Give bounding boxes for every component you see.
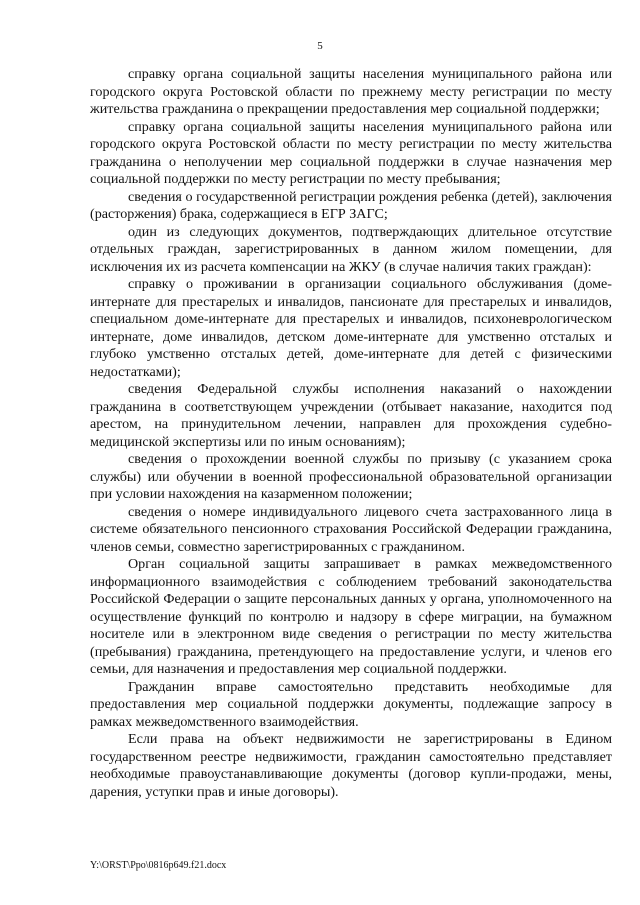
page-number: 5 (317, 40, 323, 52)
paragraph-2: справку органа социальной защиты населения муниципального района или городского округа Ростовской области по месту регистрации по месту жительства гражданина о неполучении мер социальной поддержки в случае назначения мер социальной поддержки по месту регистрации по месту пребывания; (90, 118, 612, 187)
paragraph-1: справку органа социальной защиты населения муниципального района или городского округа Ростовской области по прежнему месту регистрации по месту жительства гражданина о прекращении предоставления мер социальной поддержки; (90, 66, 612, 117)
paragraph-5: справку о проживании в организации социального обслуживания (доме-интернате для престарелых и инвалидов, пансионате для престарелых и инвалидов, специальном доме-интернате для престарелых и инвалидов, психоневрологическом интернате, доме инвалидов, детском доме-интернате для умственно отсталых и глубоко умственно отсталых детей, доме-интернате для детей с физическими недостатками); (90, 276, 612, 380)
paragraph-3: сведения о государственной регистрации рождения ребенка (детей), заключения (расторжения) брака, содержащиеся в ЕГР ЗАГС; (90, 188, 612, 222)
paragraph-7: сведения о прохождении военной службы по призыву (с указанием срока службы) или обучении в военной профессиональной образовательной организации при условии нахождения на казарменном положении; (90, 451, 612, 502)
paragraph-4: один из следующих документов, подтверждающих длительное отсутствие отдельных граждан, зарегистрированных в данном жилом помещении, для исключения их из расчета компенсации на ЖКУ (в случае наличия таких граждан): (90, 223, 612, 275)
document-body (90, 66, 612, 801)
paragraph-6: сведения Федеральной службы исполнения наказаний о нахождении гражданина в соответствующем учреждении (отбывает наказание, находится под арестом, на принудительном лечении, направлен для прохождения судебно-медицинской экспертизы или по иным основаниям); (90, 381, 612, 450)
paragraph-10: Гражданин вправе самостоятельно представить необходимые для предоставления мер социальной поддержки документы, подлежащие запросу в рамках межведомственного взаимодействия. (90, 678, 612, 730)
paragraph-11: Если права на объект недвижимости не зарегистрированы в Едином государственном реестре недвижимости, гражданин самостоятельно представляет необходимые правоустанавливающие документы (договор купли-продажи, мены, дарения, уступки прав и иные договоры). (90, 731, 612, 800)
footer-file-path: Y:\ORST\Ppo\0816p649.f21.docx (90, 860, 227, 871)
paragraph-9: Орган социальной защиты запрашивает в рамках межведомственного информационного взаимодействия с соблюдением требований законодательства Российской Федерации о защите персональных данных у органа, уполномоченного на осуществление функций по контролю и надзору в сфере миграции, на бумажном носителе или в электронном виде сведения о регистрации по месту жительства (пребывания) гражданина, претендующего на предоставление услуги, и членов его семьи, для назначения и предоставления мер социальной поддержки. (90, 556, 612, 677)
paragraph-8: сведения о номере индивидуального лицевого счета застрахованного лица в системе обязательного пенсионного страхования Российской Федерации гражданина, членов семьи, совместно зарегистрированных с гражданином. (90, 503, 612, 555)
